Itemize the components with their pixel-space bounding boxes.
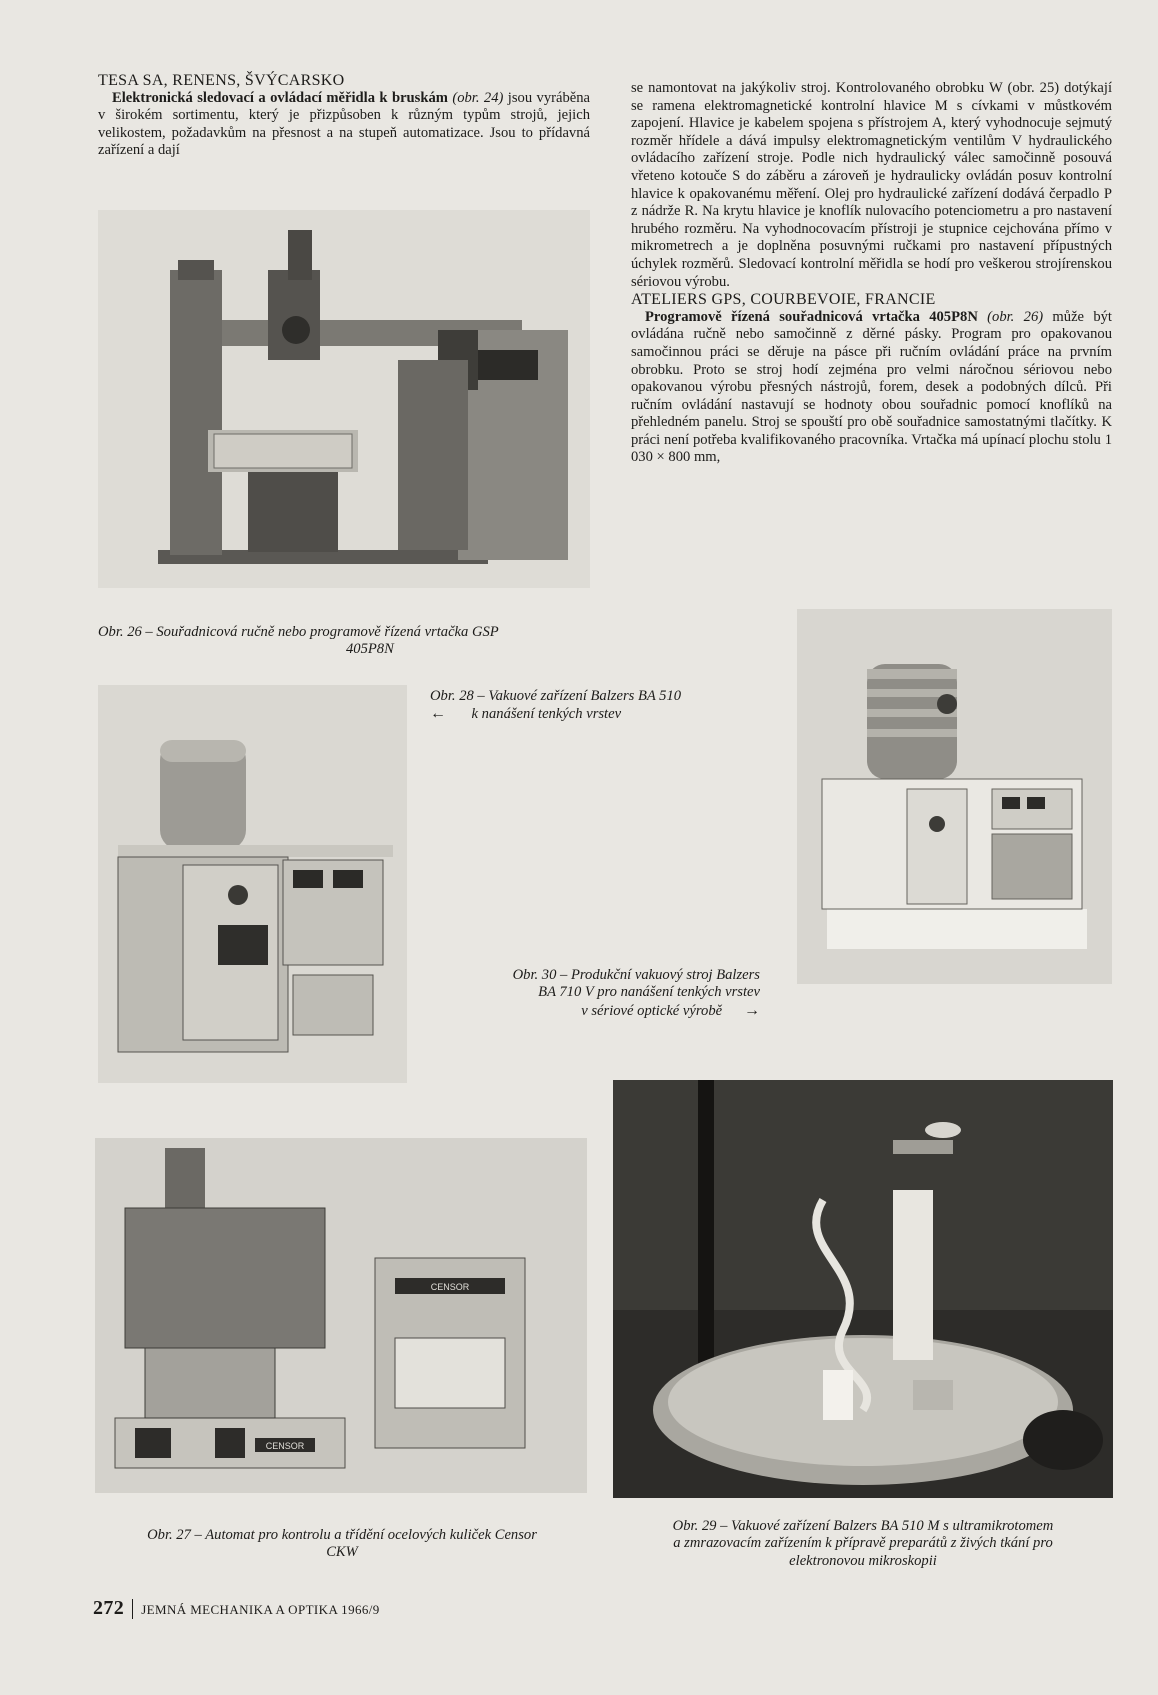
journal-name: JEMNÁ MECHANIKA A OPTIKA 1966/9 <box>141 1602 380 1617</box>
figure-28-balzers-ba510-photo <box>98 685 407 1083</box>
caption-28-line2: k nanášení tenkých vrstev <box>471 706 622 723</box>
caption-29-line3: elektronovou mikroskopii <box>789 1552 937 1569</box>
gps-paragraph <box>631 309 1112 467</box>
section-heading-tesa: TESA SA, RENENS, ŠVÝCARSKO <box>98 72 345 89</box>
caption-30-line1: Obr. 30 – Produkční vakuový stroj Balzers <box>512 967 760 983</box>
section-heading-gps: ATELIERS GPS, COURBEVOIE, FRANCIE <box>631 291 936 309</box>
tesa-body: jsou vyráběna v širokém sortimentu, který je přizpůsoben k různým typům strojů, jejich velikostem, požadavkům na přesnost a na stupeň automatizace. Jsou to přídavná zařízení a dají <box>98 89 591 159</box>
tesa-figure-ref: (obr. 24) <box>452 89 504 106</box>
caption-29-line1: Obr. 29 – Vakuové zařízení Balzers BA 510 M s ultramikrotomem <box>672 1518 1054 1534</box>
gps-lead: Programově řízená souřadnicová vrtačka 405P8N <box>645 308 978 325</box>
figure-27-censor-ckw-photo <box>95 1138 587 1493</box>
page-number: 272 <box>93 1597 125 1619</box>
caption-28-line1: Obr. 28 – Vakuové zařízení Balzers BA 510 <box>430 688 682 704</box>
tesa-continuation: se namontovat na jakýkoliv stroj. Kontrolovaného obrobku W (obr. 25) dotýkají se ramena elektromagnetické kontrolní hlavice M s cívkami v můstkovém zapojení. Hlavice je kabelem spojena s přístrojem A, který vyhodnocuje sejmutý rozměr hřídele a dává impulsy elektromagnetickým ventilům V hydraulického ovládacího zařízení stroje. Podle nich hydraulický válec samočinně posouvá vřeteno kotouče S do záběru a zároveň je hydraulicky ovládán posuv kontrolní hlavice k opakovanému měření. Olej pro hydraulické zařízení dodává čerpadlo P z nádrže R. Na krytu hlavice je knoflík nulovacího potenciometru a pro nastavení hrubého rozměru. Na vyhodnocovacím přístroji je stupnice cejchována přímo v mikrometrech a je doplněna posuvnými ručkami pro nastavení přípustných úchylek rozměrů. Sledovací kontrolní měřidla se hodí pro veškerou strojírenskou sériovou výrobu. <box>631 80 1112 290</box>
caption-26-line2: 405P8N <box>346 641 394 658</box>
censor-machine-plate: CENSOR <box>265 1441 305 1451</box>
caption-30-line2: BA 710 V pro nanášení tenkých vrstev <box>538 984 760 1001</box>
gps-figure-ref: (obr. 26) <box>987 308 1044 325</box>
tesa-lead: Elektronická sledovací a ovládací měřidla k bruskám <box>112 89 448 106</box>
caption-figure-27 <box>95 1527 589 1562</box>
page-footer <box>93 1597 380 1620</box>
caption-28-arrow-left: ← <box>430 705 446 723</box>
censor-cabinet-plate: CENSOR <box>430 1282 470 1292</box>
caption-figure-28 <box>430 688 760 724</box>
gps-body: může být ovládána ručně nebo samočinně z děrné pásky. Program pro opakovanou samočinnou práci se děruje na pásce při ručním ovládání práce na prvním obrobku. Proto se stroj hodí zejména pro velmi náročnou sériovou nebo opakovanou výrobu přesných nástrojů, forem, desek a podobných dílců. Při ručním ovládání nastavují se hodnoty obou souřadnic pomocí knoflíků na přehledném panelu. Stroj se spouští pro obě souřadnice samostatnými tlačítky. K práci není potřeba kvalifikovaného pracovníka. Vrtačka má upínací plochu stolu 1 030 × 800 mm, <box>631 308 1112 466</box>
caption-figure-30 <box>430 967 760 1020</box>
caption-figure-26 <box>98 624 618 659</box>
tesa-paragraph <box>98 90 590 160</box>
figure-29-balzers-ba510m-photo <box>613 1080 1113 1498</box>
figure-26-drilling-machine-photo <box>98 210 590 588</box>
caption-27-line1: Obr. 27 – Automat pro kontrolu a třídění ocelových kuliček Censor <box>147 1527 537 1543</box>
figure-30-balzers-ba710v-photo <box>797 609 1112 984</box>
caption-29-line2: a zmrazovacím zařízením k přípravě preparátů z živých tkání pro <box>673 1535 1053 1552</box>
caption-27-line2: CKW <box>326 1544 358 1561</box>
footer-divider <box>132 1599 133 1619</box>
caption-figure-29 <box>613 1518 1113 1570</box>
left-article-column <box>98 72 590 160</box>
caption-30-line3: v sériové optické výrobě <box>581 1002 723 1019</box>
caption-30-arrow-right: → <box>744 1001 760 1019</box>
right-article-column <box>631 80 1112 467</box>
caption-26-line1: Obr. 26 – Souřadnicová ručně nebo programově řízená vrtačka GSP <box>98 624 499 640</box>
